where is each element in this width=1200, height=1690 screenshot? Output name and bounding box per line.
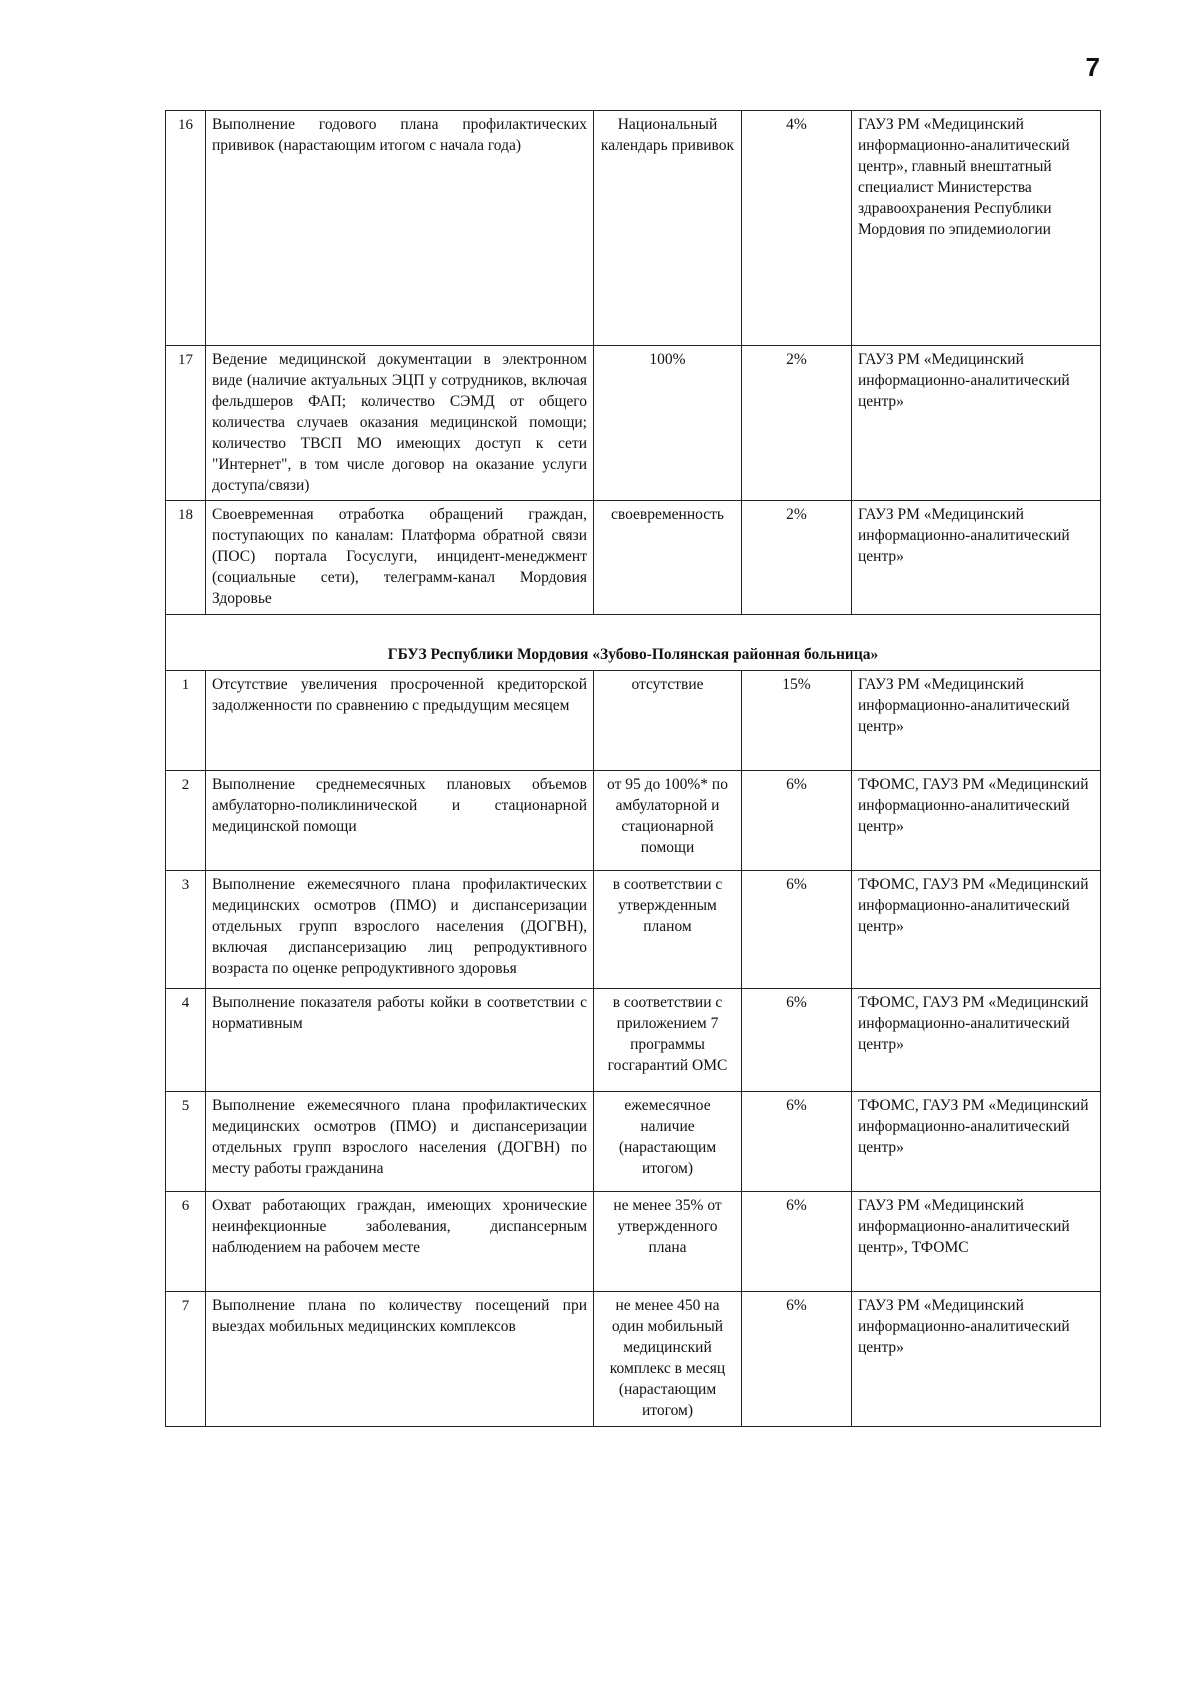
indicator-criterion: не менее 450 на один мобильный медицинский комплекс в месяц (нарастающим итогом) [594, 1292, 742, 1427]
row-number: 5 [166, 1092, 206, 1192]
indicator-criterion: ежемесячное наличие (нарастающим итогом) [594, 1092, 742, 1192]
indicator-description: Ведение медицинской документации в электронном виде (наличие актуальных ЭЦП у сотрудников, включая фельдшеров ФАП; количество СЭМД от общего количества случаев оказания медицинской помощи; количество ТВСП МО имеющих доступ к сети "Интернет", в том числе договор на оказание услуги доступа/связи) [206, 346, 594, 501]
section-title: ГБУЗ Республики Мордовия «Зубово-Полянская районная больница» [166, 615, 1101, 671]
table-row [166, 871, 1101, 989]
table-row [166, 989, 1101, 1092]
indicator-criterion: в соответствии с утвержденным планом [594, 871, 742, 989]
table-row [166, 1292, 1101, 1427]
indicator-weight: 4% [742, 111, 852, 346]
indicator-description: Выполнение ежемесячного плана профилактических медицинских осмотров (ПМО) и диспансеризации отдельных групп взрослого населения (ДОГВН) по месту работы гражданина [206, 1092, 594, 1192]
indicator-description: Выполнение среднемесячных плановых объемов амбулаторно-поликлинической и стационарной медицинской помощи [206, 771, 594, 871]
indicator-description: Выполнение показателя работы койки в соответствии с нормативным [206, 989, 594, 1092]
table-row [166, 771, 1101, 871]
row-number: 18 [166, 501, 206, 615]
row-number: 7 [166, 1292, 206, 1427]
indicator-description: Выполнение плана по количеству посещений при выездах мобильных медицинских комплексов [206, 1292, 594, 1427]
indicators-table [165, 110, 1101, 1427]
table-row [166, 346, 1101, 501]
indicator-criterion: не менее 35% от утвержденного плана [594, 1192, 742, 1292]
indicator-weight: 6% [742, 1092, 852, 1192]
indicator-description: Охват работающих граждан, имеющих хронические неинфекционные заболевания, диспансерным наблюдением на рабочем месте [206, 1192, 594, 1292]
row-number: 16 [166, 111, 206, 346]
responsible-party: ГАУЗ РМ «Медицинский информационно-аналитический центр» [852, 501, 1101, 615]
table-row [166, 671, 1101, 771]
indicator-criterion: в соответствии с приложением 7 программы госгарантий ОМС [594, 989, 742, 1092]
indicator-criterion: отсутствие [594, 671, 742, 771]
indicator-weight: 6% [742, 871, 852, 989]
indicator-criterion: от 95 до 100%* по амбулаторной и стационарной помощи [594, 771, 742, 871]
responsible-party: ТФОМС, ГАУЗ РМ «Медицинский информационно-аналитический центр» [852, 1092, 1101, 1192]
section-header-row [166, 615, 1101, 671]
responsible-party: ГАУЗ РМ «Медицинский информационно-аналитический центр» [852, 1292, 1101, 1427]
responsible-party: ГАУЗ РМ «Медицинский информационно-аналитический центр», ТФОМС [852, 1192, 1101, 1292]
table-row [166, 1192, 1101, 1292]
responsible-party: ГАУЗ РМ «Медицинский информационно-аналитический центр», главный внештатный специалист Министерства здравоохранения Республики Мордовия по эпидемиологии [852, 111, 1101, 346]
table-row [166, 111, 1101, 346]
row-number: 2 [166, 771, 206, 871]
row-number: 6 [166, 1192, 206, 1292]
indicator-weight: 6% [742, 989, 852, 1092]
table-row [166, 1092, 1101, 1192]
indicator-weight: 6% [742, 771, 852, 871]
row-number: 3 [166, 871, 206, 989]
indicator-weight: 2% [742, 346, 852, 501]
responsible-party: ТФОМС, ГАУЗ РМ «Медицинский информационно-аналитический центр» [852, 871, 1101, 989]
indicator-weight: 6% [742, 1192, 852, 1292]
indicator-criterion: 100% [594, 346, 742, 501]
indicator-weight: 2% [742, 501, 852, 615]
row-number: 1 [166, 671, 206, 771]
table-row [166, 501, 1101, 615]
row-number: 17 [166, 346, 206, 501]
indicator-description: Выполнение годового плана профилактических прививок (нарастающим итогом с начала года) [206, 111, 594, 346]
indicator-description: Отсутствие увеличения просроченной кредиторской задолженности по сравнению с предыдущим месяцем [206, 671, 594, 771]
indicator-criterion: Национальный календарь прививок [594, 111, 742, 346]
indicator-description: Своевременная отработка обращений граждан, поступающих по каналам: Платформа обратной связи (ПОС) портала Госуслуги, инцидент-менеджмент (социальные сети), телеграмм-канал Мордовия Здоровье [206, 501, 594, 615]
row-number: 4 [166, 989, 206, 1092]
indicator-criterion: своевременность [594, 501, 742, 615]
responsible-party: ТФОМС, ГАУЗ РМ «Медицинский информационно-аналитический центр» [852, 771, 1101, 871]
indicator-weight: 6% [742, 1292, 852, 1427]
page-number: 7 [1085, 52, 1100, 82]
responsible-party: ГАУЗ РМ «Медицинский информационно-аналитический центр» [852, 346, 1101, 501]
indicator-description: Выполнение ежемесячного плана профилактических медицинских осмотров (ПМО) и диспансеризации отдельных групп взрослого населения (ДОГВН), включая диспансеризацию лиц репродуктивного возраста по оценке репродуктивного здоровья [206, 871, 594, 989]
indicator-weight: 15% [742, 671, 852, 771]
responsible-party: ТФОМС, ГАУЗ РМ «Медицинский информационно-аналитический центр» [852, 989, 1101, 1092]
responsible-party: ГАУЗ РМ «Медицинский информационно-аналитический центр» [852, 671, 1101, 771]
